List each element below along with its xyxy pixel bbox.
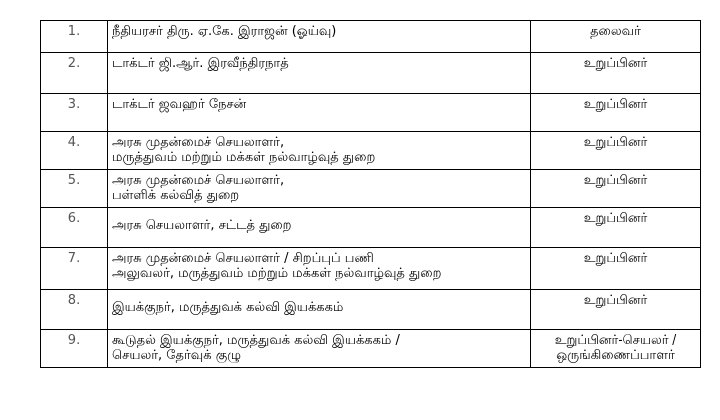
role-line: உறுப்பினர் (583, 135, 648, 150)
table-row (41, 21, 701, 53)
member-role (531, 21, 701, 53)
designation-line: அரசு முதன்மைச் செயலாளர் / சிறப்புப் பணி (112, 251, 374, 266)
designation-line: இயக்குநர், மருத்துவக் கல்வி இயக்ககம் (112, 300, 344, 315)
member-designation (108, 53, 531, 94)
designation-line: செயலர், தேர்வுக் குழு (112, 348, 242, 363)
role-line: உறுப்பினர் (583, 251, 648, 266)
row-number: 6. (41, 208, 108, 248)
member-designation (108, 94, 531, 132)
designation-line: டாக்டர் ஜி.ஆர். இரவீந்திரநாத் (112, 56, 289, 71)
row-number: 5. (41, 170, 108, 208)
row-number: 2. (41, 53, 108, 94)
role-line: உறுப்பினர் (583, 173, 648, 188)
member-role (531, 248, 701, 290)
designation-line: அரசு செயலாளர், சட்டத் துறை (112, 218, 292, 233)
role-line: உறுப்பினர்-செயலர் / (554, 333, 677, 348)
designation-line: நீதியரசர் திரு. ஏ.கே. இராஜன் (ஓய்வு) (112, 24, 337, 39)
member-role (531, 53, 701, 94)
member-designation (108, 170, 531, 208)
table-row (41, 53, 701, 94)
role-line: உறுப்பினர் (583, 293, 648, 308)
role-line: ஒருங்கிணைப்பாளர் (556, 348, 675, 363)
row-number: 7. (41, 248, 108, 290)
table-row (41, 208, 701, 248)
table-row (41, 330, 701, 368)
designation-line: அரசு முதன்மைச் செயலாளர், (112, 173, 285, 188)
row-number: 9. (41, 330, 108, 368)
member-role (531, 170, 701, 208)
table-row (41, 94, 701, 132)
member-designation (108, 330, 531, 368)
member-role (531, 94, 701, 132)
row-number: 3. (41, 94, 108, 132)
designation-line: கூடுதல் இயக்குநர், மருத்துவக் கல்வி இயக்ககம் / (112, 333, 400, 348)
role-line: உறுப்பினர் (583, 97, 648, 112)
member-designation (108, 290, 531, 330)
row-number: 1. (41, 21, 108, 53)
member-role (531, 330, 701, 368)
member-role (531, 208, 701, 248)
table-row (41, 290, 701, 330)
designation-line: மருத்துவம் மற்றும் மக்கள் நல்வாழ்வுத் துறை (112, 150, 376, 165)
role-line: உறுப்பினர் (583, 56, 648, 71)
designation-line: பள்ளிக் கல்வித் துறை (112, 188, 240, 203)
designation-line: டாக்டர் ஜவஹர் நேசன் (112, 97, 247, 112)
role-line: தலைவர் (590, 24, 641, 39)
member-role (531, 290, 701, 330)
row-number: 4. (41, 132, 108, 170)
members-table (40, 20, 701, 368)
table-row (41, 170, 701, 208)
member-designation (108, 21, 531, 53)
member-designation (108, 132, 531, 170)
row-number: 8. (41, 290, 108, 330)
designation-line: அரசு முதன்மைச் செயலாளர், (112, 135, 285, 150)
table-row (41, 132, 701, 170)
table-row (41, 248, 701, 290)
member-designation (108, 208, 531, 248)
role-line: உறுப்பினர் (583, 211, 648, 226)
member-designation (108, 248, 531, 290)
member-role (531, 132, 701, 170)
designation-line: அலுவலர், மருத்துவம் மற்றும் மக்கள் நல்வாழ்வுத் துறை (112, 266, 442, 281)
